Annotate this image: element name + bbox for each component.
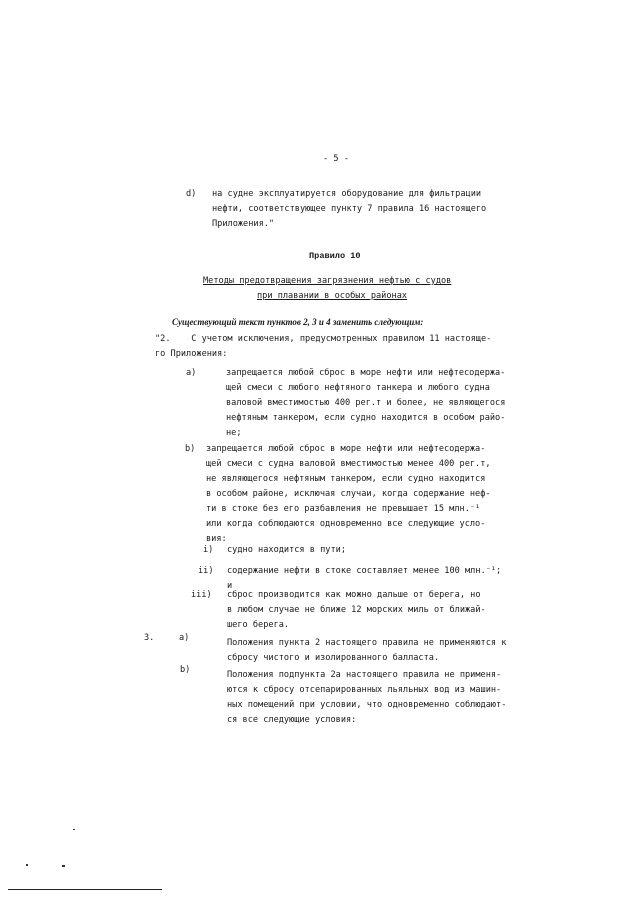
paragraph-3b-line: ются к сбросу отсепарированных льяльных вод из машин- [227,685,502,695]
sub-ii-line: и [227,581,233,591]
item-a-line: не; [226,428,242,438]
regulation-subtitle-line-1: Методы предотвращения загрязнения нефтью с судов [203,276,452,286]
item-a-line: щей смеси с любого нефтяного танкера и любого судна [226,383,490,393]
paragraph-3a-line: сбросу чистого и изолированного балласта. [227,653,440,663]
item-d-text [212,187,486,232]
paragraph-2-line: го Приложения: [155,349,228,359]
regulation-subtitle-line-2: при плавании в особых районах [257,291,408,301]
regulation-title: Правило 10 [309,251,361,261]
paragraph-2-line: "2. С учетом исключения, предусмотренных правилом 11 настояще- [155,334,492,344]
item-a-line: валовой вместимостью 400 рег.т и более, не являющегося [226,398,506,408]
sub-iii-line: в любом случае не ближе 12 морских миль от ближай- [227,605,486,615]
item-b-text [206,442,491,547]
item-b-line: в особом районе, исключая случаи, когда содержание неф- [206,489,491,499]
item-a-line: нефтяным танкером, если судно находится в особом райо- [226,413,506,423]
item-a-line: запрещается любой сброс в море нефти или нефтесодержа- [226,368,506,378]
item-b-line: ти в стоке без его разбавления не превышает 15 млн.⁻¹ [206,504,481,514]
item-b-line: не являющегося нефтяным танкером, если судно находится [206,474,486,484]
paragraph-2 [155,332,491,362]
paragraph-3a-marker: a) [179,633,190,643]
paragraph-3b-line: ся все следующие условия: [227,715,357,725]
sub-i-text: судно находится в пути; [227,545,346,555]
item-d-marker: d) [186,189,197,199]
item-a-text [226,366,505,441]
page-number: - 5 - [323,154,349,164]
instruction-text: Существующий текст пунктов 2, 3 и 4 заменить следующим: [172,317,424,327]
paragraph-3-marker: 3. [144,633,155,643]
paragraph-3a-text [227,636,506,666]
sub-i-marker: i) [203,545,214,555]
scan-speck [62,865,65,867]
paragraph-3b-text [227,668,506,728]
sub-iii-line: сброс производится как можно дальше от берега, но [227,590,481,600]
paragraph-3b-line: Положения подпункта 2a настоящего правила не применя- [227,670,502,680]
item-b-line: запрещается любой сброс в море нефти или нефтесодержа- [206,444,486,454]
sub-ii-line: содержание нефти в стоке составляет менее 100 млн.⁻¹; [227,566,502,576]
sub-iii-line: шего берега. [227,620,290,630]
item-a-marker: a) [186,368,197,378]
item-b-line: вия: [206,534,227,544]
paragraph-3b-line: ных помещений при условии, что одновременно соблюдают- [227,700,507,710]
paragraph-3b-marker: b) [180,665,191,675]
item-d-line: Приложения." [212,219,275,229]
bottom-rule [8,889,162,890]
item-b-line: или когда соблюдаются одновременно все следующие усло- [206,519,486,529]
sub-iii-text [227,588,486,633]
scan-speck [73,829,75,830]
item-b-line: щей смеси с судна валовой вместимостью менее 400 рег.т, [206,459,491,469]
sub-iii-marker: iii) [191,590,212,600]
item-d-line: на судне эксплуатируется оборудование для фильтрации [212,189,482,199]
paragraph-3a-line: Положения пункта 2 настоящего правила не применяются к [227,638,507,648]
item-b-marker: b) [185,444,196,454]
scan-speck [26,864,28,866]
sub-ii-marker: ii) [198,566,214,576]
item-d-line: нефти, соответствующее пункту 7 правила 16 настоящего [212,204,487,214]
